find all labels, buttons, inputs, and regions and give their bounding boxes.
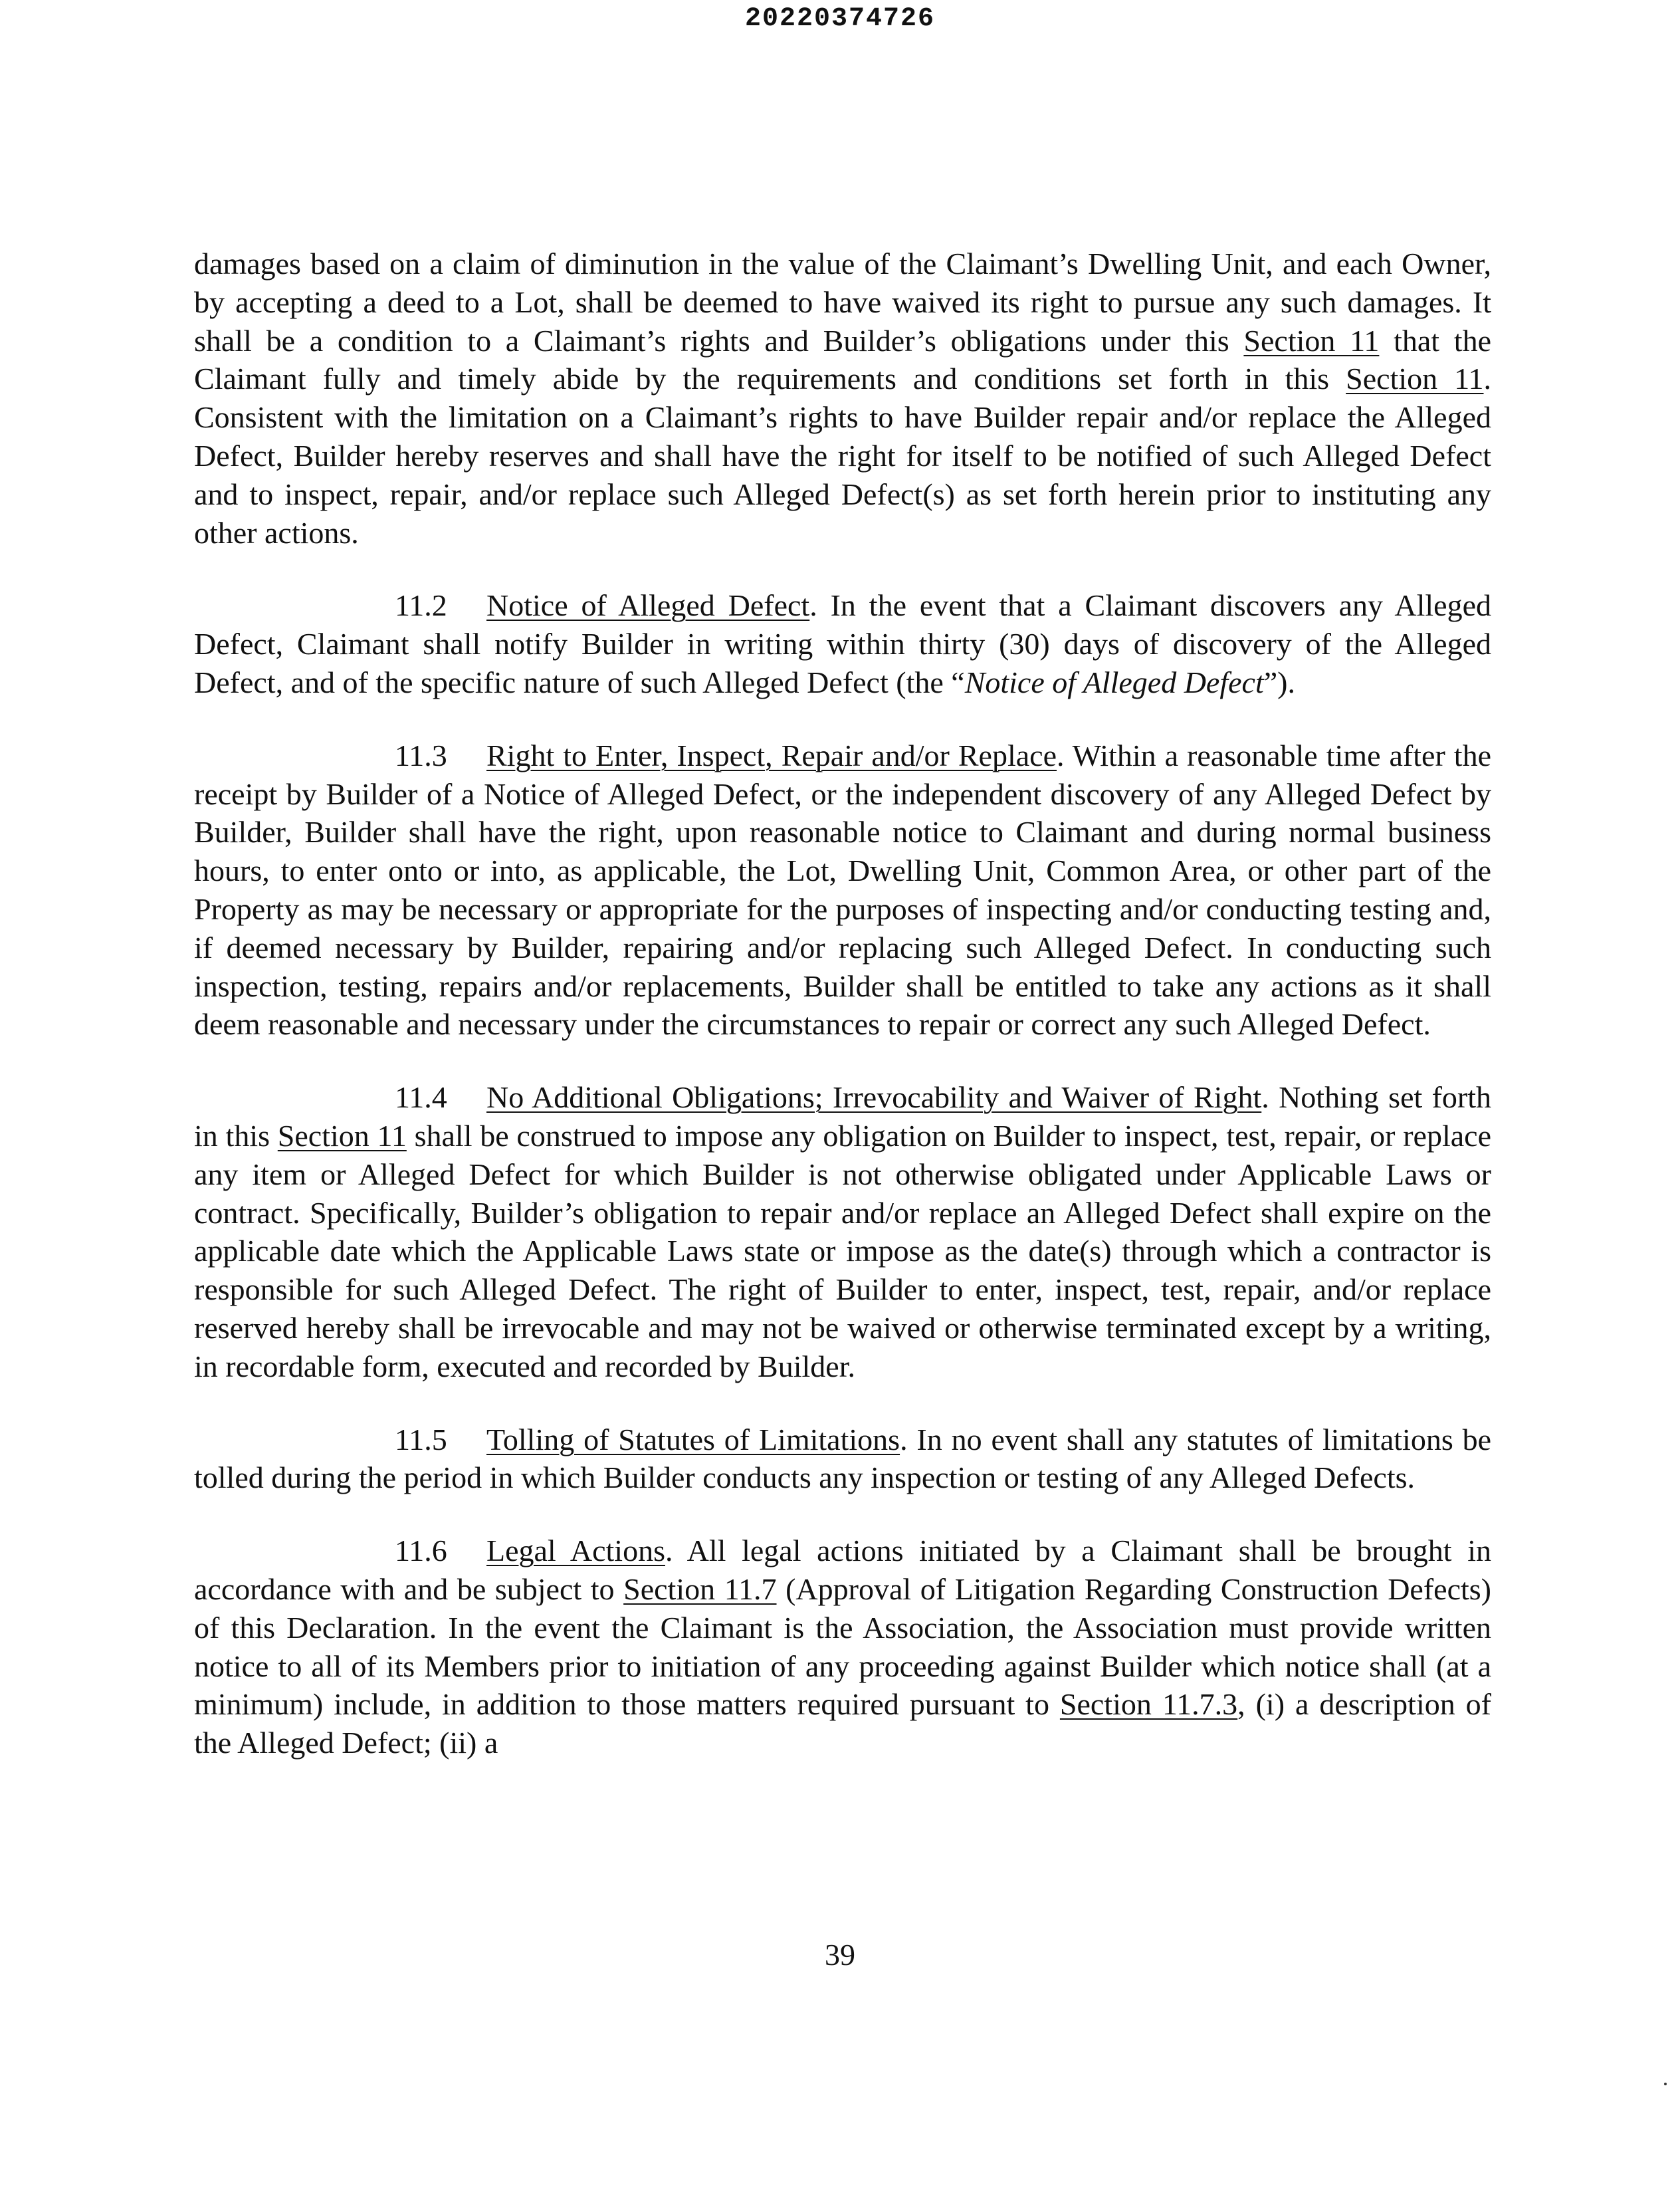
text: shall be construed to impose any obligation on Builder to inspect, test, repair, or replace any item or Alleged Defect for which Builder is not otherwise obligated under Applicable Laws or contract. Specifically, Builder’s obligation to repair and/or replace an Alleged Defect shall expire on the applicable date which the Applicable Laws state or impose as the date(s) through which a contractor is responsible for such Alleged Defect. The right of Builder to enter, inspect, test, repair, and/or replace reserved hereby shall be irrevocable and may not be waived or otherwise terminated except by a writing, in recordable form, executed and recorded by Builder.	[194, 1118, 1491, 1383]
text: . In the event that a Claimant discovers any Alleged Defect, Claimant shall notify Builder in writing within thirty (30) days of discovery of the Alleged Defect, and of the specific nature of such Alleged Defect (the “	[194, 588, 1492, 699]
section-heading: Tolling of Statutes of Limitations	[486, 1422, 900, 1456]
paragraph-11-5	[194, 1421, 1491, 1498]
section-number: 11.5	[395, 1422, 447, 1456]
text: . Consistent with the limitation on a Claimant’s rights to have Builder repair and/or replace the Alleged Defect, Builder hereby reserves and shall have the right for itself to be notified of such Alleged Defect and to inspect, repair, and/or replace such Alleged Defect(s) as set forth herein prior to instituting any other actions.	[194, 362, 1491, 550]
paragraph-11-3	[194, 737, 1491, 1044]
text: . All legal actions initiated by a Claimant shall be brought in accordance with and be subject to	[194, 1534, 1491, 1606]
text: , (i) a description of the Alleged Defect; (ii) a	[194, 1687, 1491, 1760]
scan-speck	[1664, 2083, 1667, 2085]
section-number: 11.2	[395, 588, 447, 623]
text: (Approval of Litigation Regarding Construction Defects) of this Declaration. In the event the Claimant is the Association, the Association must provide written notice to all of its Members prior to initiation of any proceeding against Builder which notice shall (at a minimum) include, in addition to those matters required pursuant to	[194, 1571, 1491, 1722]
section-number: 11.6	[395, 1534, 447, 1568]
section-heading: No Additional Obligations; Irrevocability and Waiver of Right	[486, 1080, 1262, 1115]
paragraph-11-2	[194, 586, 1491, 701]
text: ”).	[1263, 665, 1295, 699]
paragraph-11-4	[194, 1078, 1491, 1385]
section-reference: Section 11	[1243, 323, 1380, 358]
section-heading: Right to Enter, Inspect, Repair and/or Replace	[486, 738, 1057, 772]
section-heading: Legal Actions	[486, 1534, 665, 1568]
section-number: 11.3	[395, 738, 447, 772]
page-number: 39	[825, 1938, 855, 1972]
text: that the Claimant fully and timely abide by the requirements and conditions set forth in this	[194, 323, 1491, 396]
text: . Nothing set forth in this	[194, 1080, 1491, 1153]
section-reference: Section 11	[277, 1118, 407, 1153]
text: . In no event shall any statutes of limitations be tolled during the period in which Builder conducts any inspection or testing of any Alleged Defects.	[194, 1422, 1491, 1495]
section-reference: Section 11.7	[623, 1571, 777, 1606]
section-heading: Notice of Alleged Defect	[486, 588, 810, 623]
paragraph-11-6	[194, 1532, 1491, 1762]
text: damages based on a claim of diminution in the value of the Claimant’s Dwelling Unit, and each Owner, by accepting a deed to a Lot, shall be deemed to have waived its right to pursue any such damages. It shall be a condition to a Claimant’s rights and Builder’s obligations under this	[194, 247, 1491, 358]
section-reference: Section 11.7.3	[1059, 1687, 1238, 1722]
body-text	[194, 245, 1491, 1797]
paragraph-continuation	[194, 245, 1491, 552]
section-reference: Section 11	[1346, 362, 1484, 396]
defined-term: Notice of Alleged Defect	[964, 665, 1264, 699]
document-number: 20220374726	[744, 4, 936, 34]
section-number: 11.4	[395, 1080, 447, 1115]
text: . Within a reasonable time after the receipt by Builder of a Notice of Alleged Defect, or the independent discovery of any Alleged Defect by Builder, Builder shall have the right, upon reasonable notice to Claimant and during normal business hours, to enter onto or into, as applicable, the Lot, Dwelling Unit, Common Area, or other part of the Property as may be necessary or appropriate for the purposes of inspecting and/or conducting testing and, if deemed necessary by Builder, repairing and/or replacing such Alleged Defect. In conducting such inspection, testing, repairs and/or replacements, Builder shall be entitled to take any actions as it shall deem reasonable and necessary under the circumstances to repair or correct any such Alleged Defect.	[194, 738, 1491, 1042]
